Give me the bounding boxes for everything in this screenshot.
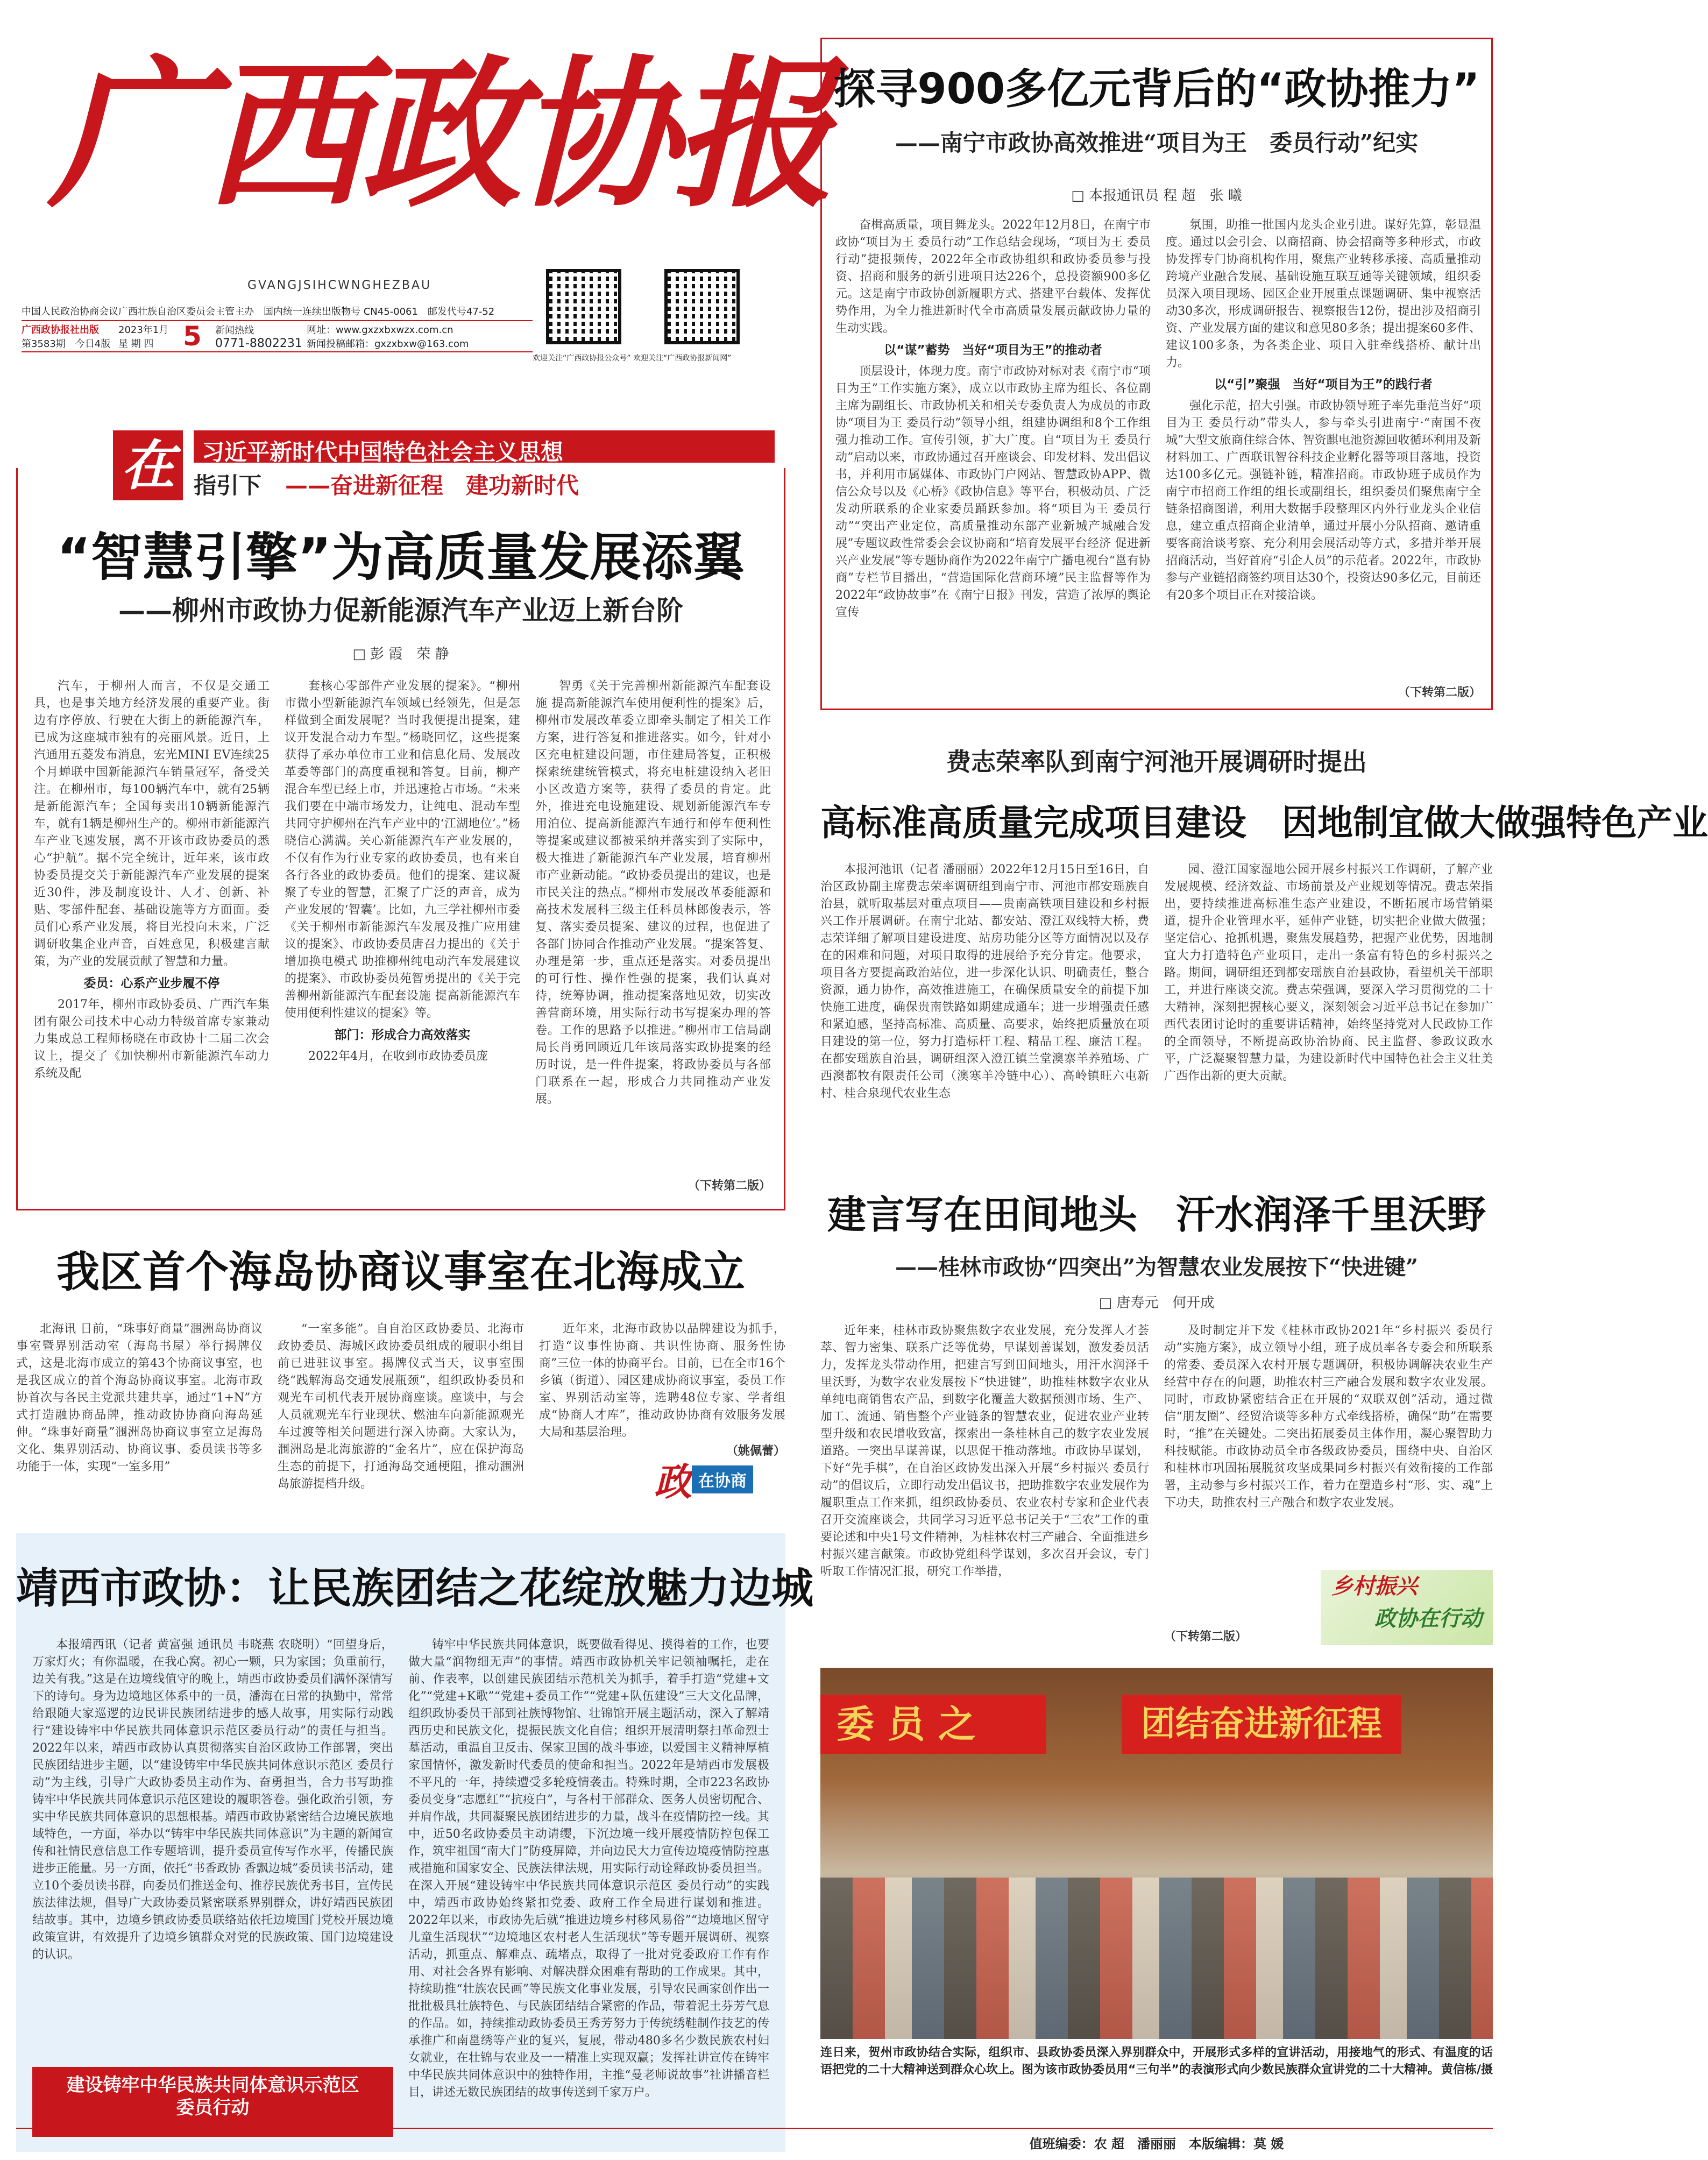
banner-sub: 指引下 xyxy=(194,472,262,499)
lead-subtitle-1: 委员：心系产业步履不停 xyxy=(83,976,220,990)
qr-code-wechat[interactable] xyxy=(546,269,621,344)
photo-caption xyxy=(820,2044,1493,2114)
guilin-col2: 及时制定并下发《桂林市政协2021年“乡村振兴 委员行动”实施方案》，成立领导小组，班子成员率各专委会和所联系的常委、委员深入农村开展专题调研，积极协调解决农业生产经营中存在的问题，助推农村三产融合发展和数字农业发展。同时，市政协紧密结合正在开展的“双联双创”活动，通过微信“朋友圈”、经贸洽谈等多种方式牵线搭桥，确保“助”在需要时，“推”在关键处。二突出拓展委员主体作用，凝心聚智助力科技赋能。市政协动员全市各级政协委员，围绕中央、自治区和桂林市巩固拓展脱贫攻坚成果同乡村振兴有效衔接的工作部署，主动参与乡村振兴工作，着力在塑造乡村“形、实、魂”上下功夫，助推农村三产融合和数字农业发展。 xyxy=(1164,1324,1493,1510)
beihai-signature: （姚佩蕾） xyxy=(726,1444,785,1458)
jingxi-banner-line-1: 建设铸牢中华民族共同体意识示范区 xyxy=(66,2074,359,2096)
lead-continued: （下转第二版） xyxy=(688,1177,771,1194)
caption-text: 连日来，贺州市政协结合实际，组织市、县政协委员深入界别群众中，开展形式多样的宣讲活动，用接地气的形式、有温度的话语把党的二十大精神送到群众心坎上。图为该市政协委员用“三句半”的表演形式向少数民族群众宣讲党的二十大精神。 xyxy=(820,2046,1493,2077)
photo-people xyxy=(820,1878,1493,2039)
website: 网址：www.gxzxbxwzx.com.cn xyxy=(307,324,453,336)
badge-line-2: 政协在行动 xyxy=(1374,1606,1482,1631)
footer-editors: 值班编委：农 超 潘丽丽 本版编辑：莫 媛 xyxy=(1029,2136,1284,2151)
nanning-col2: 氛围，助推一批国内龙头企业引进。谋好先算，彰显温度。通过以会引会、以商招商、协会招商等多种形式，市政协发挥专门协商机构作用，聚焦产业转移承接、高质量推动跨境产业融合发展、基础设施互联互通等关键领域，组织委员深入项目现场、园区企业开展重点课题调研、集中视察活动30多次，形成调研报告、视察报告12份，提出涉及招商引资、产业发展方面的建议和意见80多条；提出提案60多件、建议100多条，为各类企业、项目入驻牵线搭桥、献计出力。 xyxy=(1166,218,1481,370)
nanning-col1b: 顶层设计，体现力度。南宁市政协对标对表《南宁市“项目为王”工作实施方案》，成立以市政协主席为组长、各位副主席为副组长、市政协机关和相关专委负责人为成员的市政协“项目为王 委员行动”领导小组，组建协调组和8个工作组强力推动工作。宣传引领，扩大广度。自“项目为王 委员行动”启动以来，市政协通过召开座谈会、印发材料、发出倡议书，并利用市属媒体、市政协门户网站、智慧政协APP、微信公众号以及《心桥》《政协信息》等平台，积极动员、广泛发动所联系的企业家委员踊跃参加。将“项目为王 委员行动”“突出产业定位，高质量推动东部产业新城产城融合发展”专题议政性常委会会议协商和“培育发展平台经济 促进新兴产业发展”等专题协商作为2022年南宁广播电视台“邕有协商”专栏节目播出，“营造国际化营商环境”民主监督等作为2022年“政协故事”在《南宁日报》刊发，营造了浓厚的舆论宣传 xyxy=(835,365,1151,619)
jingxi-col2: 铸牢中华民族共同体意识，既要做看得见、摸得着的工作，也要做大量“润物细无声”的事情。靖西市政协机关牢记领袖嘱托，走在前、作表率，以创建民族团结示范机关为抓手，着手打造“党建+文化”“党建+K歌”“党建+委员工作”“党建+队伍建设”三大文化品牌，组织政协委员干部到社族博物馆、壮锦馆开展主题活动，深入了解靖西历史和民族文化，提振民族文化自信；组织开展清明祭扫革命烈士墓活动，重温自卫反击、保家卫国的战斗事迹，以爱国主义精神厚植家国情怀，激发新时代委员的使命和担当。2022年是靖西市发展极不平凡的一年，持续遭受多轮疫情袭击。特殊时期，全市223名政协委员变身“志愿红”“抗疫白”，与各村干部群众、医务人员密切配合、并肩作战，共同凝聚民族团结进步的力量，战斗在疫情防控一线。其中，近50名政协委员主动请缨，下沉边境一线开展疫情防控包保工作，筑牢祖国“南大门”防疫屏障，并向边民大力宣传边境疫情防控惠戒措施和国家安全、民族法律法规，用实际行动诠释政协委员担当。在深入开展“建设铸牢中华民族共同体意识示范区 委员行动”的实践中，靖西市政协始终紧扣党委、政府工作全局进行谋划和推进。2022年以来，市政协先后就“推进边境乡村移风易俗”“边境地区留守儿童生活现状”“边境地区农村老人生活现状”等专题开展调研、视察活动，抓重点、解难点、疏堵点，取得了一批对党委政府工作有作用、对社会各界有影响、对解决群众困难有帮助的工作成果。其中，持续助推“壮族农民画”等民族文化事业发展，引导农民画家创作出一批批极具壮族特色、与民族团结结合紧密的作品，带着泥土芬芳气息的作品。如，持续推动政协委员王秀芳努力于传统绣鞋制作技艺的传承推广和南邕绣等产业的复兴，复展，带动480多名少数民族农村妇女就业，在壮锦与农业及一一精准上实现双赢；发挥社讲宣传在铸牢中华民族共同体意识中的独特作用，主推“曼老师说故事”社讲播音栏目，讲述无数民族团结的故事传送到千家万户。 xyxy=(408,1638,769,2099)
lead-headline: “智慧引擎”为高质量发展添翼 xyxy=(56,527,745,587)
masthead xyxy=(16,16,828,417)
lead-col3: 智勇《关于完善柳州新能源汽车配套设施 提高新能源汽车使用便利性的提案》后，柳州市发展改革委立即牵头制定了相关工作方案，进行答复和推进落实。如今，针对小区充电桩建设问题，市住建局答复，正积极探索统建统管模式，将充电桩建设纳入老旧小区改造方案等，获得了委员的肯定。此外，推进充电设施建设、规划新能源汽车专用泊位、提高新能源汽车通行和停车便利性等提案或建议都被采纳并落实到了实际中，极大推进了新能源汽车产业发展，培育柳州市产业新动能。“政协委员提出的建议，也是市民关注的热点。”柳州市发展改革委能源和高技术发展科三级主任科员林郎俊表示，答复、落实委员提案、建议的过程，也促进了各部门协同合作推动产业发展。“提案答复、办理是第一步，重点还是落实。对委员提出的可行性、操作性强的提案，我们认真对待，统筹协调，推动提案落地见效，切实改善营商环境，用实际行动书写提案办理的答卷。工作的思路予以推进。”柳州市工信局副局长肖勇回顾近几年该局落实政协提案的经历时说，是一件件提案，将政协委员与各部门联系在一起，形成合力共同推动产业发展。 xyxy=(535,679,771,1106)
lead-col2: 套核心零部件产业发展的提案》。“柳州市微小型新能源汽车领域已经领先，但是怎样做到全面发展呢？当时我便提出提案，建议开发混合动力车型。”杨晓回忆，这些提案获得了承办单位市工业和信息化局、发展改革委等部门的高度重视和答复。目前，柳产混合车型已经上市，并迅速抢占市场。“未来我们要在中端市场发力，让纯电、混动车型共同守护柳州在汽车产业中的‘江湖地位’。”杨晓信心满满。关心新能源汽车产业发展的，不仅有作为行业专家的政协委员，也有来自各行各业的政协委员。他们的提案、建议凝聚了专业的智慧，汇聚了广泛的声音，成为产业发展的‘智囊’。比如，九三学社柳州市委《关于柳州市新能源汽车发展及推广应用建议的提案》、市政协委员唐召力提出的《关于增加换电模式 助推柳州纯电动汽车发展建议的提案》、市政协委员苑智勇提出的《关于完善柳州新能源汽车配套设施 提高新能源汽车使用便利性建议的提案》等。 xyxy=(285,679,520,1020)
newspaper-logo: 广西政协报 xyxy=(48,39,828,229)
hotline-label: 新闻热线 xyxy=(215,324,254,336)
guilin-continued: （下转第二版） xyxy=(1164,1628,1247,1645)
lead-article-box xyxy=(16,468,785,1210)
news-photo xyxy=(820,1668,1493,2039)
publisher: 广西政协报社出版 xyxy=(22,324,99,336)
date-month: 2023年1月 xyxy=(118,324,169,336)
beihai-col3: 近年来，北海市政协以品牌建设为抓手，打造“议事性协商、共识性协商、服务性协商”三位一体的协商平台。目前，已在全市16个乡镇（街道）、园区建成协商议事室，委员工作室、界别活动室等，选聘48位专家、学者组成“协商人才库”，推动政协协商有效服务发展大局和基层治理。 xyxy=(539,1322,785,1439)
nanning-subtitle-1: 以“谋”蓄势 当好“项目为王”的推动者 xyxy=(884,343,1102,357)
hechi-kicker: 费志荣率队到南宁河池开展调研时提出 xyxy=(946,747,1367,776)
photo-banner-left: 委 员 之 xyxy=(820,1695,1046,1754)
lead-byline: □ 彭 霞 荣 静 xyxy=(352,646,449,662)
badge-line-1: 乡村振兴 xyxy=(1331,1574,1418,1599)
nanning-subhead: ——南宁市政协高效推进“项目为王 委员行动”纪实 xyxy=(895,130,1419,156)
rural-revival-badge xyxy=(1321,1570,1493,1645)
sponsor-line: 中国人民政治协商会议广西壮族自治区委员会主管主办 国内统一连续出版物号 CN45-0061 邮发代号47-52 xyxy=(22,306,495,317)
nanning-continued: （下转第二版） xyxy=(1398,684,1481,701)
logo-pinyin: GVANGJSIHCWNGHEZBAU xyxy=(247,279,432,292)
lead-col1: 汽车，于柳州人而言，不仅是交通工具，也是事关地方经济发展的重要产业。街边有序停放、行驶在大街上的新能源汽车，已成为这座城市独有的亮丽风景。近日，上汽通用五菱发布消息，宏光MINI EV连续25个月蝉联中国新能源汽车销量冠军，备受关注。在柳州市，每100辆汽车中，就有25辆是新能源汽车；全国每卖出10辆新能源汽车，就有1辆是柳州生产的。柳州市新能源汽车产业飞速发展，离不开该市政协委员的悉心“护航”。据不完全统计，近年来，该市政协委员提交关于新能源汽车产业发展的提案近30件，涉及制度设计、人才、创新、补贴、零部件配套、基础设施等方方面面。委员们心系产业发展，将目光投向未来，广泛调研收集企业声音，百姓意见，积极建言献策，为产业的发展贡献了智慧和力量。 xyxy=(34,679,270,968)
jingxi-banner xyxy=(32,2067,393,2137)
lead-col1b: 2017年，柳州市政协委员、广西汽车集团有限公司技术中心动力特级首席专家兼动力集成总工程师杨晓在市政协十二届二次会议上，提交了《加快柳州市新能源汽车动力系统及配 xyxy=(34,998,270,1080)
guilin-subhead: ——桂林市政协“四突出”为智慧农业发展按下“快进键” xyxy=(895,1255,1419,1280)
badge-sub: 在协商 xyxy=(692,1465,753,1493)
guilin-headline: 建言写在田间地头 汗水润泽千里沃野 xyxy=(827,1192,1486,1237)
nanning-col2b: 强化示范，招大引强。市政协领导班子率先垂范当好“项目为王 委员行动”带头人，参与牵头引进南宁·“南国不夜城”大型文旅商住综合体、智资麒电池资源回收循环利用及新材料加工、广西联讯智谷科技企业孵化器等项目落地，投资达100多亿元。强链补链，精准招商。市政协班子成员作为南宁市招商工作组的组长或副组长，组织委员们聚焦南宁全链条招商图谱，利用大数据手段整理区内外行业龙头企业信息，建立重点招商企业清单，通过开展小分队招商、邀请重要客商洽谈考察、充分利用会展活动等方式，多措并举开展招商活动，当好首府“引企人员”的示范者。2022年，市政协参与产业链招商签约项目达30个，投资达90多亿元，目前还有20多个项目正在对接洽谈。 xyxy=(1166,399,1481,602)
beihai-badge xyxy=(654,1452,753,1506)
nanning-headline: 探寻900多亿元背后的“政协推力” xyxy=(833,65,1480,114)
issue-info-bar xyxy=(22,320,533,352)
guilin-byline: □ 唐寿元 何开成 xyxy=(1098,1295,1215,1311)
hotline-number: 0771-8802231 xyxy=(215,336,302,350)
beihai-headline: 我区首个海岛协商议事室在北海成立 xyxy=(56,1247,745,1297)
nanning-subtitle-2: 以“引”聚强 当好“项目为王”的践行者 xyxy=(1214,378,1433,392)
hechi-col1: 本报河池讯（记者 潘丽丽）2022年12月15日至16日，自治区政协副主席费志荣率调研组到南宁市、河池市都安瑶族自治县，就听取基层对重点项目——贵南高铁项目建设和乡村振兴工作开展调研。在南宁北站、都安站、澄江双线特大桥，费志荣详细了解项目建设进度、站房功能分区等方面情况以及存在的困难和问题，对项目取得的进展给予充分肯定。他要求，项目各方要提高政治站位，进一步深化认识、明确责任，整合资源，通力协作，高效推进施工，在确保质量安全的前提下加快施工进度，确保贵南铁路如期建成通车；进一步增强责任感和紧迫感，坚持高标准、高质量、高要求，始终把质量放在项目建设的第一位，努力打造标杆工程、精品工程、廉洁工程。在都安瑶族自治县，调研组深入澄江镇兰堂澳寨羊养殖场、广西澳都牧有限责任公司（澳寒羊冷链中心）、高岭镇旺六屯新村、桂合泉现代农业生态 xyxy=(820,863,1149,1100)
qr-code-news[interactable] xyxy=(664,269,740,344)
qr-caption: 欢迎关注“广西政协报公众号” 欢迎关注“广西政协报新闻网” xyxy=(533,354,732,363)
issue-number: 第3583期 今日4版 xyxy=(22,338,111,350)
beihai-col2: “一室多能”。自自治区政协委员、北海市政协委员、海城区政协委员组成的履职小组目前已进驻议事室。揭牌仪式当天，议事室围绕“践解海岛交通发展瓶颈”，组织政协委员和观光车司机代表开展协商座谈。座谈中，与会人员就观光车行业现状、燃油车向新能源观光车过渡等相关问题进行深入协商。大家认为，涠洲岛是北海旅游的“金名片”，应在保护海岛生态的前提下，打通海岛交通梗阻，推动涠洲岛旅游提档升级。 xyxy=(278,1322,524,1491)
nanning-col1: 奋楫高质量，项目舞龙头。2022年12月8日，在南宁市政协“项目为王 委员行动”工作总结会现场，“项目为王 委员行动”捷报频传，2022年全市政协组织和政协委员参与投资、招商和服务的新引进项目达226个，总投资额900多亿元。这是南宁市政协创新履职方式、搭建平台载体、发挥优势作用，为全力推进新时代全市高质量发展贡献政协力量的生动实践。 xyxy=(835,218,1151,335)
banner-title: 习近平新时代中国特色社会主义思想 xyxy=(202,439,564,465)
jingxi-col1: 本报靖西讯（记者 黄富强 通讯员 韦晓燕 农晓明）“回望身后，万家灯火；有你温暖，在我心窝。初心一颗，只为家国；负重前行，边关有我。”这是在边境线值守的晚上，靖西市政协委员们满怀深情写下的诗句。身为边境地区体系中的一员，潘海在日常的执勤中，常常给跟随大家巡逻的边民讲民族团结进步的感人故事，用实际行动践行“建设铸牢中华民族共同体意识示范区委员行动”的责任与担当。2022年以来，靖西市政协认真贯彻落实自治区政协工作部署，突出民族团结进步主题，以“建设铸牢中华民族共同体意识示范区 委员行动”为主线，引导广大政协委员主动作为、奋勇担当，合力书写助推铸牢中华民族共同体意识示范区建设的履职答卷。强化政治引领，夯实中华民族共同体意识的思想根基。靖西市政协紧密结合边境民族地域特色，一方面，举办以“铸牢中华民族共同体意识”为主题的新闻宣传和社情民意信息工作专题培训，提升委员宣传写作水平，传播民族进步正能量。另一方面，依托“书香政协 香飘边城”委员读书活动，建立10个委员读书群，向委员们推送金句、推荐民族优秀书目，宣传民族法律法规，倡导广大政协委员紧密联系界别群众，讲好靖西民族团结故事。其中，边境乡镇政协委员联络站依托边境国门党校开展边境政策宣讲，有效提升了边境乡镇群众对党的民族政策、国门边境建设的认识。 xyxy=(32,1638,393,1961)
jingxi-banner-line-2: 委员行动 xyxy=(176,2097,250,2119)
banner-slogan: ——奋进新征程 建功新时代 xyxy=(285,472,579,499)
lead-col2b: 2022年4月，在收到市政协委员庞 xyxy=(308,1050,488,1063)
lead-subtitle-2: 部门：形成合力高效落实 xyxy=(334,1028,471,1042)
jingxi-headline: 靖西市政协：让民族团结之花绽放魅力边城 xyxy=(16,1564,814,1613)
lead-subhead: ——柳州市政协力促新能源汽车产业迈上新台阶 xyxy=(118,594,683,626)
guilin-article xyxy=(820,1184,1493,1644)
email: 新闻投稿邮箱：gxzxbxw@163.com xyxy=(307,338,469,350)
hechi-headline: 高标准高质量完成项目建设 因地制宜做大做强特色产业 xyxy=(820,802,1708,844)
badge-main-char: 政 xyxy=(654,1460,692,1504)
banner-char: 在 xyxy=(113,430,183,500)
guilin-col1: 近年来，桂林市政协聚焦数字农业发展，充分发挥人才荟萃、智力密集、联系广泛等优势，早谋划善谋划，激发委员活力，发挥龙头带动作用，把建言写到田间地头，用汗水润泽千里沃野，为数字农业发展按下“快进键”，助推桂林数字农业从单纯电商销售农产品，到数字化覆盖大数据预测市场、生产、加工、流通、销售整个产业链条的智慧农业，促进农业产业转型升级和农民增收致富，探索出一条桂林自己的数字农业发展道路。一突出早谋善谋，以思促干推动落地。市政协早谋划，下好“先手棋”，在自治区政协发出深入开展“乡村振兴 委员行动”的倡议后，立即行动发出倡议书，把助推数字农业发展作为履职重点工作来抓，组织政协委员、农业农村专家和企业代表召开交流座谈会，共同学习习近平总书记关于“三农”工作的重要论述和中央1号文件精神，为桂林农村三产融合、全面推进乡村振兴建言献策。市政协党组科学谋划，多次召开会议，专门听取工作情况汇报，研究工作举措， xyxy=(820,1324,1149,1578)
footer-rule xyxy=(16,2128,1493,2129)
photo-credit: 黄信栋/摄 xyxy=(1441,2063,1493,2077)
date-weekday: 星 期 四 xyxy=(118,338,154,350)
nanning-byline: □ 本报通讯员 程 超 张 曦 xyxy=(1071,188,1242,204)
beihai-article xyxy=(16,1232,785,1512)
photo-banner-sign: 团结奋进新征程 xyxy=(1122,1695,1401,1754)
hechi-article xyxy=(820,742,1708,1157)
hechi-col2: 园、澄江国家湿地公园开展乡村振兴工作调研，了解产业发展规模、经济效益、市场前景及产业规划等情况。费志荣指出，要持续推进高标准生态产业建设，不断拓展市场营销渠道，提升企业管理水平，延伸产业链，切实把企业做大做强；坚定信心、抢抓机遇，聚焦发展趋势，把握产业优势，因地制宜大力打造特色产业项目，走出一条富有特色的乡村振兴之路。期间，调研组还到都安瑶族自治县政协，看望机关干部职工，并进行座谈交流。费志荣强调，要深入学习贯彻党的二十大精神，深刻把握核心要义，深刻领会习近平总书记在参加广西代表团讨论时的重要讲话精神，始终坚持党对人民政协工作的全面领导，不断提高政协治协商、民主监督、参政议政水平，广泛凝聚智慧力量，为建设新时代中国特色社会主义壮美广西作出新的更大贡献。 xyxy=(1164,863,1493,1083)
beihai-col1: 北海讯 日前，“珠事好商量”涠洲岛协商议事室暨界别活动室（海岛书屋）举行揭牌仪式，这是北海市成立的第43个协商议事室，也是我区成立的首个海岛协商议事室。北海市政协首次与各民主党派共建共享，通过“1+N”方式打造融协商品牌，推动政协协商向海岛延伸。“珠事好商量”涠洲岛协商议事室立足海岛文化、集界别活动、协商议事、委员读书等多功能于一体，实现“一室多用” xyxy=(16,1322,263,1474)
jingxi-article xyxy=(16,1533,814,2152)
date-day: 5 xyxy=(183,321,202,352)
nanning-article-box xyxy=(820,38,1493,710)
